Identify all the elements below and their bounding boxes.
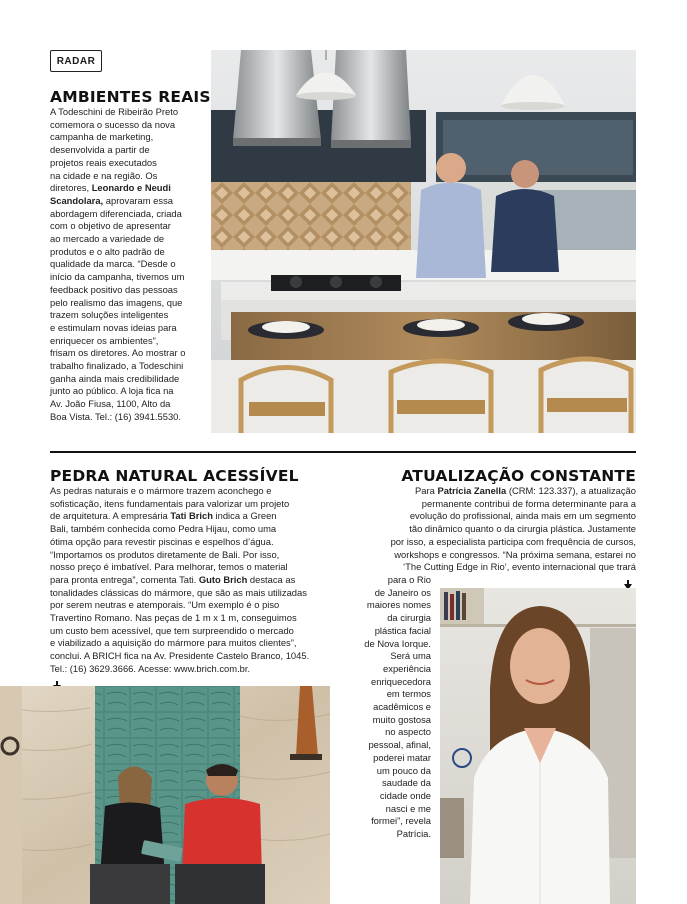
text-line: em termos (386, 688, 431, 700)
text-line: nosso preço é imbatível. Para melhorar, temos o material (50, 561, 288, 573)
article-title-ambientes: AMBIENTES REAIS (50, 88, 211, 106)
text-line: para pronta entrega”, comenta Tati. Guto Brich destaca as (50, 573, 296, 585)
text-line: um custo bem acessível, que tem surpreendido o mercado (50, 624, 294, 636)
text-line: junto ao público. A loja fica na (50, 385, 174, 397)
text-line: maiores nomes (366, 599, 431, 611)
text-line: muito gostosa (372, 713, 431, 725)
text-line: ótima opção para revestir piscinas e espelhos d’água. (50, 535, 274, 547)
text-line: ao mercado a variedade de (50, 233, 165, 245)
text-line: Tel.: (16) 3629.3666. Acesse: www.brich.com.br. (50, 662, 251, 674)
text-line: “Importamos os produtos diretamente de Bali. Por isso, (50, 548, 280, 560)
text-line: evolução do profissional, ainda mais em um segmento (409, 510, 636, 522)
text-line: de Janeiro os (374, 586, 431, 598)
text-line: no aspecto (385, 726, 431, 738)
text-line: na cidade e na região. Os (50, 169, 158, 181)
text-line: Travertino Romano. Nas peças de 1 m x 1 m, conseguimos (50, 612, 297, 624)
text-line: workshops e congressos. “Na próxima semana, estarei no (394, 548, 636, 560)
text-line: com o objetivo de apresentar (50, 220, 171, 232)
text-line: produtos e o alto padrão de (50, 245, 165, 257)
text-line: permanente contribui de forma determinante para a (421, 497, 636, 509)
text-line: e viabilizado a aquisição do mármore para muitos clientes”, (50, 637, 297, 649)
text-line: sofisticação, itens fundamentais para valorizar um projeto (50, 497, 290, 509)
text-line: Patrícia. (396, 828, 431, 840)
text-line: trabalho finalizado, a Todeschini (50, 360, 184, 372)
text-line: diretores, Leonardo e Neudi (50, 182, 171, 194)
text-line: formei”, revela (371, 815, 431, 827)
text-line: cidade onde (379, 789, 431, 801)
text-line: acadêmicos e (373, 701, 431, 713)
text-line: Bali, também conhecida como Pedra Hijau, como uma (50, 523, 277, 535)
text-line: feedback positivo das pessoas (50, 283, 178, 295)
text-line: campanha de marketing, (50, 131, 154, 143)
text-line: por isso, a especialista participa com frequência de cursos, (390, 535, 636, 547)
text-line: início da campanha, tivemos um (50, 271, 185, 283)
text-line: conclui. A BRICH fica na Av. Presidente Castelo Branco, 1045. (50, 650, 310, 662)
article-body-ambientes (50, 106, 210, 424)
person-name: Tati Brich (170, 510, 213, 522)
text-line: Será uma (390, 650, 431, 662)
text-line: poderei matar (373, 751, 431, 763)
text-line: plástica facial (374, 624, 431, 636)
text-line: pelo realismo das imagens, que (50, 296, 183, 308)
text-line: da cirurgia (387, 612, 431, 624)
marble-photo (0, 686, 330, 904)
text-line: e estimulam novas ideias para (50, 321, 177, 333)
text-line: experiência (383, 662, 431, 674)
doctor-photo (440, 588, 636, 904)
text-line: qualidade da marca. “Desde o (50, 258, 176, 270)
text-line: de arquitetura. A empresária Tati Brich indica a Green (50, 510, 277, 522)
text-line: de Nova Iorque. (364, 637, 431, 649)
text-line: Para Patrícia Zanella (CRM: 123.337), a atualização (415, 485, 636, 496)
person-name: Guto Brich (198, 573, 248, 585)
text-line: enriquecedora (371, 675, 431, 687)
text-line: ganha ainda mais credibilidade (50, 372, 180, 384)
article-body-atualizacao (346, 485, 636, 574)
article-title-pedra: PEDRA NATURAL ACESSÍVEL (50, 467, 299, 485)
text-line: saudade da (381, 777, 431, 789)
text-line: frisam os diretores. Ao mostrar o (50, 347, 186, 359)
text-line: tonalidades clássicas do mármore, que são as mais utilizadas (50, 586, 307, 598)
text-line: tão dinâmico quanto o da cirurgia plástica. Justamente (409, 523, 636, 535)
person-name: Patrícia Zanella (437, 485, 507, 496)
section-badge: RADAR (50, 50, 102, 72)
article-body-atualizacao-continued (350, 574, 431, 841)
text-line: abordagem diferenciada, criada (50, 207, 182, 219)
person-name: Scandolara, (50, 194, 104, 206)
article-body-pedra (50, 485, 335, 676)
text-line: ‘The Cutting Edge in Rio’, evento internacional que trará (403, 561, 636, 573)
text-line: um pouco da (376, 764, 431, 776)
article-title-atualizacao: ATUALIZAÇÃO CONSTANTE (401, 467, 636, 485)
text-line: por serem neutras e atemporais. “Um exemplo é o piso (50, 599, 280, 611)
text-line: projetos reais executados (50, 156, 157, 168)
text-line: nasci e me (385, 802, 431, 814)
person-name: Leonardo e Neudi (91, 182, 171, 194)
text-line: As pedras naturais e o mármore trazem aconchego e (50, 485, 272, 496)
text-line: trazem soluções inteligentes (50, 309, 169, 321)
text-line: desenvolvida a partir de (50, 144, 150, 156)
kitchen-photo (211, 50, 636, 433)
section-divider (50, 451, 636, 453)
text-line: Boa Vista. Tel.: (16) 3941.5530. (50, 410, 181, 422)
text-line: comemora o sucesso da nova (50, 118, 176, 130)
text-line: pessoal, afinal, (368, 739, 431, 751)
text-line: A Todeschini de Ribeirão Preto (50, 106, 179, 117)
text-line: para o Rio (387, 574, 431, 585)
text-line: Av. João Fiusa, 1100, Alto da (50, 398, 171, 410)
text-line: Scandolara, aprovaram essa (50, 194, 173, 206)
text-line: enriquecer os ambientes”, (50, 334, 159, 346)
